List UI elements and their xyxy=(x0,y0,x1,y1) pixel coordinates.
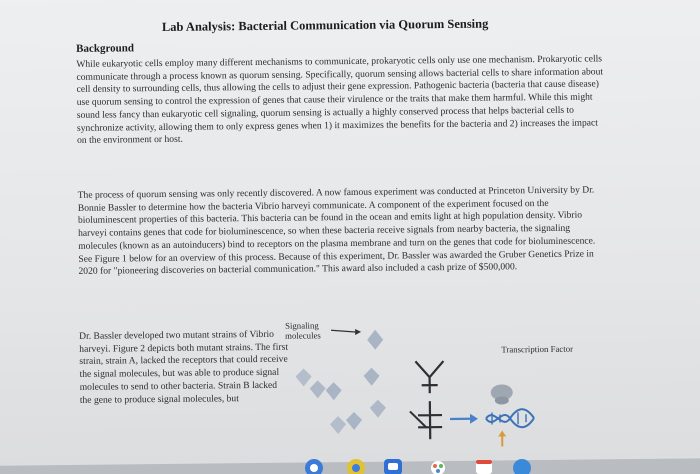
dna-helix xyxy=(486,409,534,428)
finder-icon[interactable] xyxy=(305,459,323,474)
paragraph-experiment: The process of quorum sensing was only recently discovered. A now famous experiment was conducted at Princeton University by Dr. Bonnie Bassler to determine how the bacteria Vibrio harveyi communicate. A component of the experiment focused on the bioluminescent properties of this bacteria. This bacteria can be found in the ocean and emits light at high population density. Vibrio harveyi contains genes that code for bioluminescence, so when these bacteria receive signals from nearby bacteria, the signaling molecules (known as an autoinducers) bind to receptors on the plasma membrane and turn on the genes that code for bioluminescence. See Figure 1 below for an overview of this process. Because of this experiment, Dr. Bassler was awarded the Gruber Genetics Prize in 2020 for "pioneering discoveries on bacterial communication." This award also included a cash prize of $500,000. xyxy=(78,184,607,278)
document-title: Lab Analysis: Bacterial Communication via Quorum Sensing xyxy=(162,17,489,35)
transcription-factor-label: Transcription Factor xyxy=(501,344,573,355)
signal-molecule xyxy=(367,330,383,350)
photos-icon[interactable] xyxy=(431,461,445,474)
receptor-upper xyxy=(415,361,443,393)
app-icon[interactable] xyxy=(513,459,531,474)
label-pointer-arrowhead xyxy=(355,329,361,335)
paragraph-background: While eukaryotic cells employ many different mechanisms to communicate, prokaryotic cells only use one mechanism. Prokaryotic cells communicate through a process known as quorum sensing. Specifically, quorum sensing allows bacterial cells to share information about cell density to surrounding cells, thus allowing the cells to adjust their gene expression. Pathogenic bacteria (bacteria that cause disease) use quorum sensing to control the expression of genes that cause their virulence or the traits that make them harmful. While this might sound less fancy than eukaryotic cell signaling, quorum sensing is actually a highly conserved process that helps bacterial cells to synchronize activity, allowing them to only express genes when 1) it maximizes the benefits for the bacteria and 2) increases the impact on the environment or host. xyxy=(76,53,605,147)
messages-icon[interactable] xyxy=(384,459,402,474)
dock-bar xyxy=(290,454,550,474)
signal-molecule xyxy=(326,382,342,400)
label-pointer-arrow xyxy=(331,330,355,332)
expression-arrowhead xyxy=(498,430,506,436)
signaling-molecules-label: Signaling molecules xyxy=(285,320,333,341)
signal-molecule xyxy=(370,400,386,418)
signal-molecule xyxy=(363,368,379,386)
figure-1-quorum-sensing xyxy=(279,313,617,467)
chrome-icon[interactable] xyxy=(347,459,365,474)
paragraph-mutant-strains: Dr. Bassler developed two mutant strains of Vibrio harveyi. Figure 2 depicts both mutant strains. The first strain, strain A, lacked the receptors that could receive the signal molecules, but was able to produce signal molecules to send to other bacteria. Strain B lacked the gene to produce signal molecules, but xyxy=(79,329,290,407)
receptor-lower xyxy=(418,401,442,439)
signal-molecule xyxy=(330,416,346,434)
signal-molecule xyxy=(295,368,311,386)
signal-molecule xyxy=(310,380,326,398)
section-heading-background: Background xyxy=(76,42,134,55)
calendar-icon[interactable] xyxy=(476,460,492,474)
signal-arrowhead xyxy=(470,414,478,424)
receptor-diagonal xyxy=(410,411,426,427)
quorum-sensing-diagram xyxy=(279,313,617,467)
signal-molecule xyxy=(346,412,362,430)
